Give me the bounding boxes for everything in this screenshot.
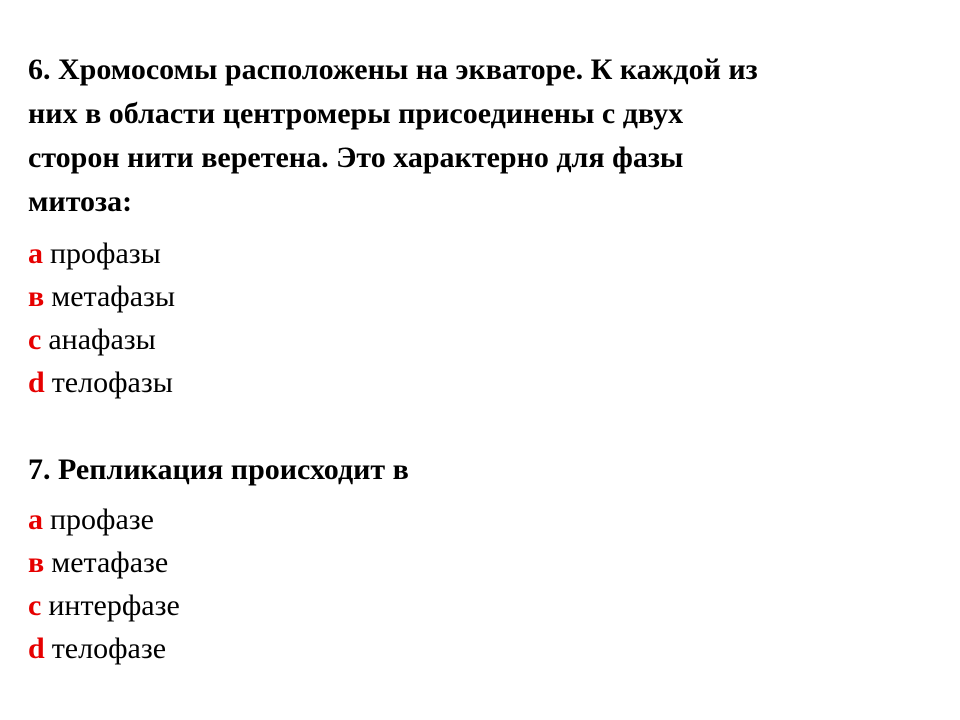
option-letter: а: [28, 503, 43, 536]
option-text: телофазе: [51, 632, 167, 665]
question-7-line-1: 7. Репликация происходит в: [28, 453, 409, 486]
option-text: интерфазе: [48, 589, 180, 622]
option-text: анафазы: [48, 323, 156, 356]
option-letter: а: [28, 237, 43, 270]
option-letter: с: [28, 589, 42, 622]
question-6-line-1: 6. Хромосомы расположены на экваторе. К каждой из: [28, 53, 758, 86]
option-letter: в: [28, 546, 45, 579]
question-6-option-a: [28, 232, 928, 275]
question-6-option-b: [28, 275, 928, 318]
option-text: метафазе: [51, 546, 169, 579]
question-7-option-c: [28, 584, 928, 627]
question-6-line-4: митоза:: [28, 185, 133, 218]
question-6-line-2: них в области центромеры присоединены с двух: [28, 97, 684, 130]
option-letter: d: [28, 632, 45, 665]
question-7-text: [28, 448, 928, 492]
option-text: метафазы: [51, 280, 176, 313]
question-6-options: [28, 232, 928, 404]
question-6: [28, 48, 928, 404]
question-7: [28, 448, 928, 670]
question-7-options: [28, 498, 928, 670]
option-text: профазе: [50, 503, 154, 536]
question-6-line-3: сторон нити веретена. Это характерно для фазы: [28, 141, 684, 174]
question-7-option-b: [28, 541, 928, 584]
question-7-option-a: [28, 498, 928, 541]
question-6-option-d: [28, 361, 928, 404]
slide-content: [28, 48, 928, 670]
option-text: профазы: [50, 237, 161, 270]
question-7-option-d: [28, 627, 928, 670]
question-6-option-c: [28, 318, 928, 361]
question-6-text: [28, 48, 928, 224]
option-letter: в: [28, 280, 45, 313]
option-letter: с: [28, 323, 42, 356]
option-text: телофазы: [51, 366, 173, 399]
option-letter: d: [28, 366, 45, 399]
